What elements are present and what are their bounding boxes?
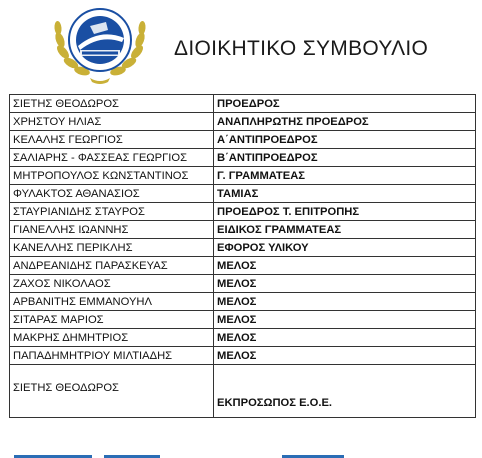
member-role: ΕΚΠΡΟΣΩΠΟΣ Ε.Ο.Ε. <box>214 365 476 418</box>
page-title: ΔΙΟΙΚΗΤΙΚΟ ΣΥΜΒΟΥΛΙΟ <box>174 37 429 60</box>
member-name: ΧΡΗΣΤΟΥ ΗΛΙΑΣ <box>10 113 214 131</box>
member-role: ΜΕΛΟΣ <box>214 293 476 311</box>
table-row <box>10 293 476 311</box>
member-name: ΣΤΑΥΡΙΑΝΙΔΗΣ ΣΤΑΥΡΟΣ <box>10 203 214 221</box>
table-row <box>10 185 476 203</box>
table-row <box>10 329 476 347</box>
member-name: ΣΙΕΤΗΣ ΘΕΟΔΩΡΟΣ <box>10 95 214 113</box>
table-row <box>10 275 476 293</box>
federation-logo-icon <box>46 0 154 86</box>
table-row <box>10 347 476 365</box>
member-name: ΦΥΛΑΚΤΟΣ ΑΘΑΝΑΣΙΟΣ <box>10 185 214 203</box>
member-name: ΓΙΑΝΕΛΛΗΣ ΙΩΑΝΝΗΣ <box>10 221 214 239</box>
table-row <box>10 311 476 329</box>
table-row <box>10 365 476 418</box>
member-role: Γ. ΓΡΑΜΜΑΤΕΑΣ <box>214 167 476 185</box>
table-row <box>10 203 476 221</box>
member-name: ΣΙΤΑΡΑΣ ΜΑΡΙΟΣ <box>10 311 214 329</box>
member-role: ΜΕΛΟΣ <box>214 311 476 329</box>
member-name: ΜΑΚΡΗΣ ΔΗΜΗΤΡΙΟΣ <box>10 329 214 347</box>
member-role: Α΄ΑΝΤΙΠΡΟΕΔΡΟΣ <box>214 131 476 149</box>
table-row <box>10 113 476 131</box>
member-role: ΕΙΔΙΚΟΣ ΓΡΑΜΜΑΤΕΑΣ <box>214 221 476 239</box>
member-name: ΑΝΔΡΕΑΝΙΔΗΣ ΠΑΡΑΣΚΕΥΑΣ <box>10 257 214 275</box>
member-name: ΣΙΕΤΗΣ ΘΕΟΔΩΡΟΣ <box>10 365 214 418</box>
member-role: ΜΕΛΟΣ <box>214 275 476 293</box>
table-row <box>10 257 476 275</box>
member-role: ΤΑΜΙΑΣ <box>214 185 476 203</box>
member-name: ΣΑΛΙΑΡΗΣ - ΦΑΣΣΕΑΣ ΓΕΩΡΓΙΟΣ <box>10 149 214 167</box>
page-header <box>0 0 482 92</box>
member-name: ΚΑΝΕΛΛΗΣ ΠΕΡΙΚΛΗΣ <box>10 239 214 257</box>
member-name: ΜΗΤΡΟΠΟΥΛΟΣ ΚΩΝΣΤΑΝΤΙΝΟΣ <box>10 167 214 185</box>
member-name: ΠΑΠΑΔΗΜΗΤΡΙΟΥ ΜΙΛΤΙΑΔΗΣ <box>10 347 214 365</box>
member-name: ΚΕΛΑΛΗΣ ΓΕΩΡΓΙΟΣ <box>10 131 214 149</box>
member-role: ΜΕΛΟΣ <box>214 347 476 365</box>
table-row <box>10 239 476 257</box>
table-row <box>10 95 476 113</box>
member-role: ΠΡΟΕΔΡΟΣ Τ. ΕΠΙΤΡΟΠΗΣ <box>214 203 476 221</box>
table-row <box>10 167 476 185</box>
member-role: Β΄ΑΝΤΙΠΡΟΕΔΡΟΣ <box>214 149 476 167</box>
table-row <box>10 221 476 239</box>
table-row <box>10 131 476 149</box>
member-role: ΜΕΛΟΣ <box>214 257 476 275</box>
member-role: ΠΡΟΕΔΡΟΣ <box>214 95 476 113</box>
member-role: ΜΕΛΟΣ <box>214 329 476 347</box>
member-name: ΑΡΒΑΝΙΤΗΣ ΕΜΜΑΝΟΥΗΛ <box>10 293 214 311</box>
table-row <box>10 149 476 167</box>
member-role: ΕΦΟΡΟΣ ΥΛΙΚΟΥ <box>214 239 476 257</box>
board-members-table <box>9 94 476 418</box>
member-role: ΑΝΑΠΛΗΡΩΤΗΣ ΠΡΟΕΔΡΟΣ <box>214 113 476 131</box>
member-name: ΖΑΧΟΣ ΝΙΚΟΛΑΟΣ <box>10 275 214 293</box>
